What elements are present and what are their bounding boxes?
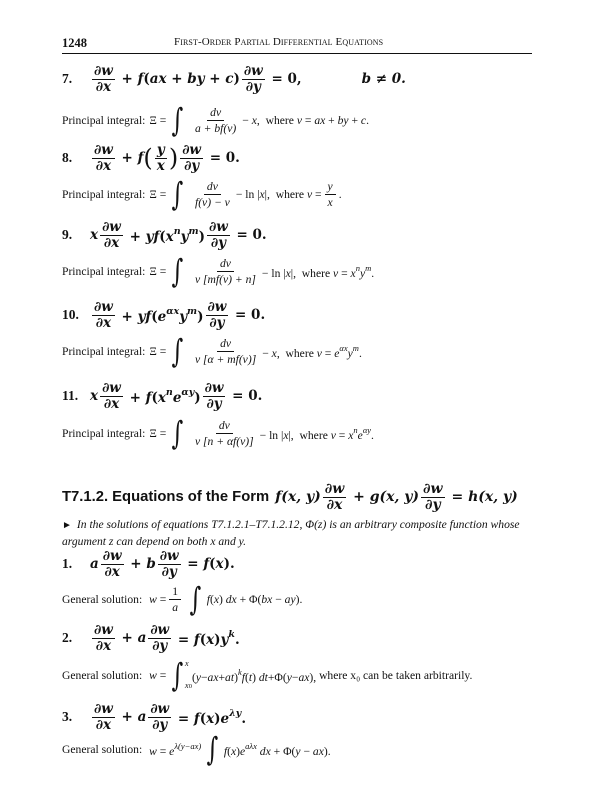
general-solution-3: General solution: $w = e^{\lambda(y-ax)}$ ∫ $f(x)e^{a\lambda x}$ dx + Φ(y − ax). (62, 730, 331, 768)
section-equation-2: 2. $\frac{\partial w}{\partial x}$ + a $\frac{\partial w}{\partial y}$ = $f(x)y^k$. (62, 621, 240, 654)
principal-integral-11: Principal integral: Ξ = ∫ dv v [n + αf(v)] − ln |x|, where $v = x^ne^{\alpha y}$. (62, 414, 374, 452)
principal-integral-8: Principal integral: Ξ = ∫ dv f(v) − v − ln |x|, where v = $\frac{y}{x}$ . (62, 175, 342, 213)
equation-condition: b ≠ 0. (361, 71, 406, 87)
principal-integral-9: Principal integral: Ξ = ∫ dv v [mf(v) + n] − ln |x|, where $v = x^ny^m$. (62, 252, 375, 290)
section-note: ► In the solutions of equations T7.1.2.1–T7.1.2.12, Φ(z) is an arbitrary composite function whose argument z can depend on both x and y. (62, 518, 520, 548)
equation-9: 9. x $\frac{\partial w}{\partial x}$ + $yf(x^ny^m)$ $\frac{\partial w}{\partial y}$ = 0. (62, 218, 267, 251)
page-number: 1248 (62, 36, 87, 50)
equation-8: 8. $\frac{\partial w}{\partial x}$ + f ( $\frac{y}{x}$ ) $\frac{\partial w}{\partial y}$ = 0. (62, 141, 240, 174)
section-equation-1: 1. a $\frac{\partial w}{\partial x}$ + b $\frac{\partial w}{\partial y}$ = f(x). (62, 547, 235, 580)
triangle-icon: ► (62, 520, 72, 531)
general-solution-2: General solution: w = ∫ x x0 $(y-ax+at)^kf(t)$ dt+Φ(y−ax), where x₀ can be taken arbitrarily. (62, 656, 473, 694)
equation-number: 7. (62, 71, 73, 86)
page-header (62, 36, 532, 52)
equation-11: 11. x $\frac{\partial w}{\partial x}$ + $f(x^ne^{\alpha y})$ $\frac{\partial w}{\partial y}$ = 0. (62, 379, 263, 412)
running-title: First-Order Partial Differential Equations (174, 36, 384, 48)
principal-integral-10: Principal integral: Ξ = ∫ dv v [α + mf(v)] − x, where $v = e^{\alpha x}y^m$. (62, 332, 362, 370)
equation-7: 7. $\frac{\partial w}{\partial x}$ + f(ax + by + c) $\frac{\partial w}{\partial y}$ = 0, b ≠ 0. (62, 62, 406, 95)
section-equation-3: 3. $\frac{\partial w}{\partial x}$ + a $\frac{\partial w}{\partial y}$ = $f(x)e^{\lambda y}$. (62, 700, 247, 733)
general-solution-1: General solution: w = $\frac{1}{a}$ ∫ f(x) dx + Φ(bx − ay). (62, 580, 303, 618)
equation-10: 10. $\frac{\partial w}{\partial x}$ + $yf(e^{\alpha x}y^m)$ $\frac{\partial w}{\partial y}$ = 0. (62, 298, 266, 331)
principal-integral-7: Principal integral: Ξ = ∫ dv a + bf(v) − x, where v = ax + by + c. (62, 101, 369, 139)
header-rule (62, 53, 532, 54)
section-heading: T7.1.2. Equations of the Form f(x, y) $\frac{\partial w}{\partial x}$ + g(x, y) $\frac{\partial w}{\partial y}$ = h(x, y) (62, 480, 518, 513)
